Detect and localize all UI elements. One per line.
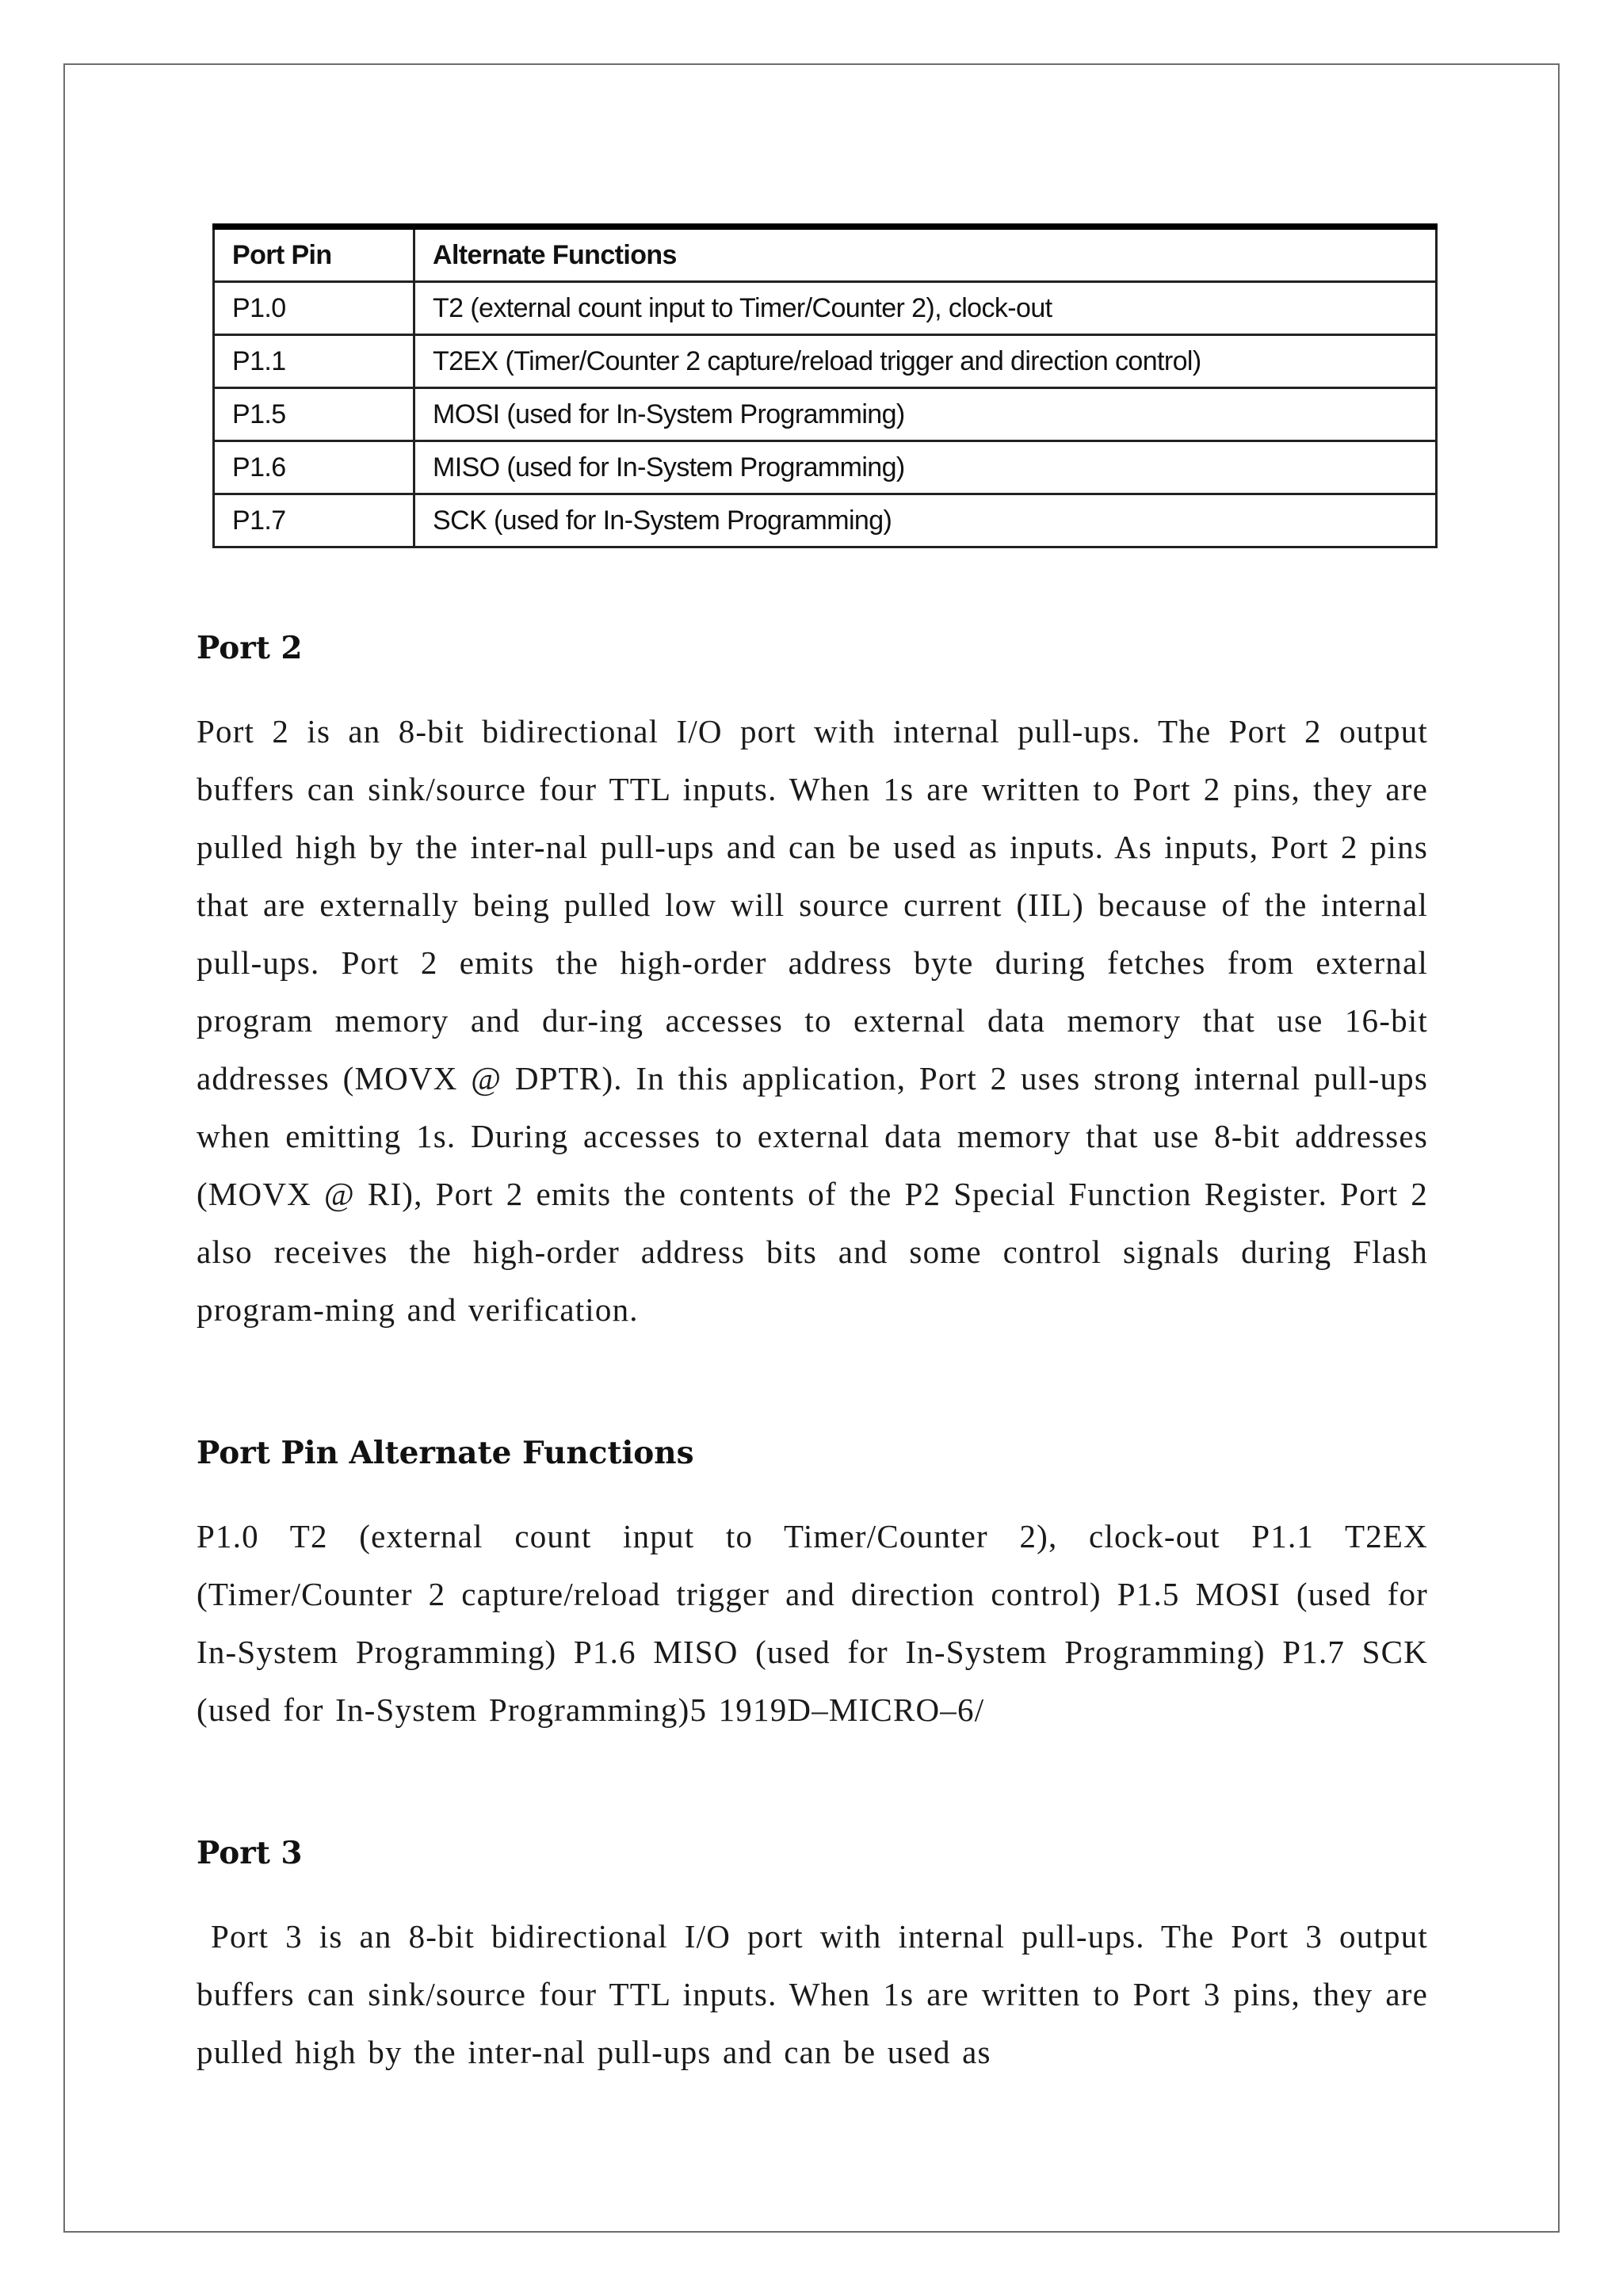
- alt-functions-paragraph: P1.0 T2 (external count input to Timer/Counter 2), clock-out P1.1 T2EX (Timer/Counter 2 capture/reload trigger and direction control) P1.5 MOSI (used for In-System Programming) P1.6 MISO (used for In-System Programming) P1.7 SCK (used for In-System Programming)5 1919D–MICRO–6/: [197, 1518, 1428, 1728]
- pin-cell: P1.0: [214, 282, 414, 335]
- column-header-port-pin: Port Pin: [214, 227, 414, 282]
- table-row: [214, 282, 1437, 335]
- pin-cell: P1.6: [214, 441, 414, 494]
- function-cell: SCK (used for In-System Programming): [414, 494, 1437, 547]
- table-row: [214, 441, 1437, 494]
- table-row: [214, 494, 1437, 547]
- pin-cell: P1.1: [214, 335, 414, 388]
- function-cell: MISO (used for In-System Programming): [414, 441, 1437, 494]
- function-cell: T2EX (Timer/Counter 2 capture/reload trigger and direction control): [414, 335, 1437, 388]
- port-pin-table: [212, 223, 1438, 548]
- port3-paragraph: Port 3 is an 8-bit bidirectional I/O port with internal pull-ups. The Port 3 output buffers can sink/source four TTL inputs. When 1s are written to Port 3 pins, they are pulled high by the inter-nal pull-ups and can be used as: [197, 1918, 1428, 2070]
- function-cell: T2 (external count input to Timer/Counter 2), clock-out: [414, 282, 1437, 335]
- table-row: [214, 388, 1437, 441]
- port2-heading: Port 2: [197, 630, 303, 666]
- table-header-row: [214, 227, 1437, 282]
- function-cell: MOSI (used for In-System Programming): [414, 388, 1437, 441]
- port2-paragraph: Port 2 is an 8-bit bidirectional I/O port with internal pull-ups. The Port 2 output buffers can sink/source four TTL inputs. When 1s are written to Port 2 pins, they are pulled high by the inter-nal pull-ups and can be used as inputs. As inputs, Port 2 pins that are externally being pulled low will source current (IIL) because of the internal pull-ups. Port 2 emits the high-order address byte during fetches from external program memory and dur-ing accesses to external data memory that use 16-bit addresses (MOVX @ DPTR). In this application, Port 2 uses strong internal pull-ups when emitting 1s. During accesses to external data memory that use 8-bit addresses (MOVX @ RI), Port 2 emits the contents of the P2 Special Function Register. Port 2 also receives the high-order address bits and some control signals during Flash program-ming and verification.: [197, 713, 1428, 1328]
- alt-functions-heading: Port Pin Alternate Functions: [197, 1435, 694, 1471]
- pin-cell: P1.7: [214, 494, 414, 547]
- pin-cell: P1.5: [214, 388, 414, 441]
- port3-heading: Port 3: [197, 1835, 303, 1871]
- table-row: [214, 335, 1437, 388]
- column-header-alternate-functions: Alternate Functions: [414, 227, 1437, 282]
